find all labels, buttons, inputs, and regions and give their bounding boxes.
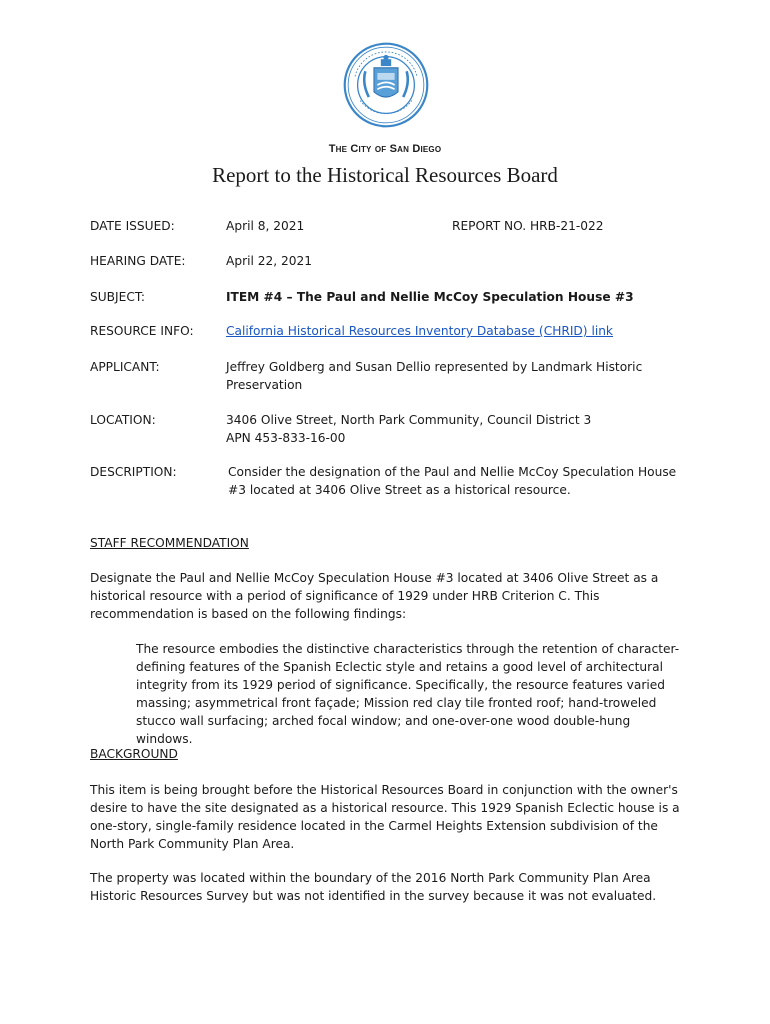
description-value: Consider the designation of the Paul and Nellie McCoy Speculation House #3 located at 3406 Olive Street as a historical resource. xyxy=(228,465,677,497)
resource-info-value xyxy=(226,322,696,340)
city-name: The City of San Diego xyxy=(328,143,442,155)
applicant-label: APPLICANT: xyxy=(90,360,160,374)
location-address: 3406 Olive Street, North Park Community, Council District 3 xyxy=(226,413,592,427)
subject-value: ITEM #4 – The Paul and Nellie McCoy Speculation House #3 xyxy=(226,290,634,304)
background-heading: BACKGROUND xyxy=(90,747,178,761)
report-number: REPORT NO. HRB-21-022 xyxy=(452,219,604,233)
resource-info-label: RESOURCE INFO: xyxy=(90,324,194,338)
city-seal-icon xyxy=(343,42,429,128)
report-title: Report to the Historical Resources Board xyxy=(212,163,558,187)
location-apn: APN 453-833-16-00 xyxy=(226,431,346,445)
date-issued-value: April 8, 2021 xyxy=(226,219,305,233)
description-label: DESCRIPTION: xyxy=(90,465,177,479)
date-issued-label: DATE ISSUED: xyxy=(90,219,175,233)
chrid-link[interactable]: California Historical Resources Inventory Database (CHRID) link xyxy=(226,324,613,338)
staff-recommendation-intro: Designate the Paul and Nellie McCoy Speculation House #3 located at 3406 Olive Street as a historical resource with a period of significance of 1929 under HRB Criterion C. This recommendation is based on the following findings: xyxy=(90,571,659,621)
applicant-value: Jeffrey Goldberg and Susan Dellio represented by Landmark Historic Preservation xyxy=(226,360,643,392)
staff-recommendation-heading: STAFF RECOMMENDATION xyxy=(90,536,249,550)
staff-recommendation-finding: The resource embodies the distinctive characteristics through the retention of character-defining features of the Spanish Eclectic style and retains a good level of architectural integrity from its 1929 period of significance. Specifically, the resource features varied massing; asymmetrical front façade; Mission red clay tile fronted roof; hand-troweled stucco wall surfacing; arched focal window; and one-over-one wood double-hung windows. xyxy=(136,642,680,746)
subject-label: SUBJECT: xyxy=(90,290,146,304)
hearing-date-label: HEARING DATE: xyxy=(90,254,186,268)
background-paragraph-1: This item is being brought before the Historical Resources Board in conjunction with the owner's desire to have the site designated as a historical resource. This 1929 Spanish Eclectic house is a one-story, single-family residence located in the Carmel Heights Extension subdivision of the North Park Community Plan Area. xyxy=(90,783,680,851)
hearing-date-value: April 22, 2021 xyxy=(226,254,313,268)
background-paragraph-2: The property was located within the boundary of the 2016 North Park Community Plan Area Historic Resources Survey but was not identified in the survey because it was not evaluated. xyxy=(90,871,657,903)
location-label: LOCATION: xyxy=(90,413,156,427)
